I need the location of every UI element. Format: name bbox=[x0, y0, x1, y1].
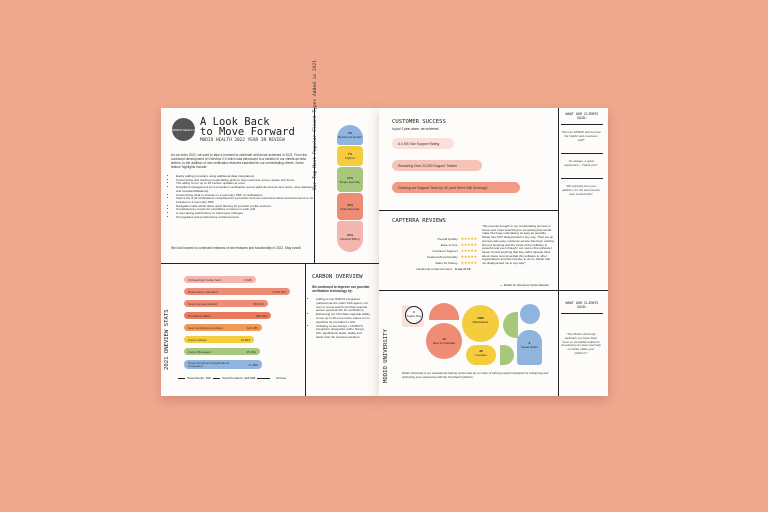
rating-row bbox=[392, 266, 477, 272]
stats-heading: 2021 ONEVIEW STATS bbox=[164, 309, 170, 370]
rating-label: Features/Functionality bbox=[427, 255, 458, 259]
rating-label: Value for Money bbox=[435, 261, 458, 265]
success-item: Resolving Over 23,000 Support Tickets bbox=[392, 160, 482, 171]
title-line-2: to Move Forward bbox=[200, 126, 295, 138]
rating-label: Likelihood to Recommend bbox=[416, 267, 452, 271]
section-divider bbox=[161, 263, 379, 264]
column-divider bbox=[558, 108, 559, 396]
divider bbox=[561, 178, 603, 179]
tile-value: 3 bbox=[413, 310, 415, 314]
testimonial-quote: "The Modio University webinars you have been been so incredibly helpful to developing our team and help us better utilize your platform!" bbox=[561, 332, 601, 355]
success-sub: In just 1 year alone, we achieved bbox=[392, 127, 439, 131]
list-item: • View a list of all verifications completed for a provider and can customize fields and documents to be included in a summary PDF bbox=[176, 197, 314, 204]
tile-value: 1560 bbox=[477, 316, 484, 320]
feature-list bbox=[171, 175, 314, 219]
client-label: FQHCs bbox=[345, 156, 355, 160]
stat-value: 25,494 bbox=[246, 349, 256, 354]
stat-value: 153,152 bbox=[252, 301, 264, 306]
list-item: • Enhancing our OIG Alias Upgrade Ability to use up to 15 more name values to run searches for providers in OIG bbox=[316, 313, 370, 324]
divider bbox=[561, 124, 603, 125]
review-text: "We recently brought in our credentialing process in house and I was searching for something that would make this huge undertaking as easy as possible. Modio has NOT disappointed in any way. Their set up process was easy, customer service has been nothing short of amazing and the views of the software is powerful and even though I am new to this software I haven't found anything that they didn't already think about. Have recommended this software to other organizations and will continue to do so. Modio has not disappointed me in any way!" bbox=[482, 224, 554, 266]
tile-topics-label bbox=[405, 311, 423, 319]
stat-bar bbox=[184, 312, 271, 319]
list-item: • Customizing what to include on a summary PDF of verifications bbox=[176, 194, 314, 198]
client-pct: 7% bbox=[347, 152, 353, 156]
star-rating-icon: ★★★★★ bbox=[460, 248, 477, 253]
reviewer: — Modio Sr. Revenue Cycle Director bbox=[500, 283, 550, 287]
all-time-note: All time bbox=[276, 376, 287, 380]
university-caption: Modio University is our educational training series lead by our team of training experts designed for enhancing and optimizing your experience with the OneView® platform. bbox=[402, 371, 549, 379]
total-providers: Total Providers: 324,568 bbox=[222, 376, 256, 380]
client-type-single-specialty bbox=[337, 167, 363, 192]
client-label: Medical Billing bbox=[340, 236, 360, 241]
list-item: • Easily adding providers using additional data integrations bbox=[176, 175, 314, 179]
stat-bar bbox=[184, 348, 260, 355]
list-item: • Completeness counts for expirables or issues in each grid bbox=[176, 208, 314, 212]
client-type-fqhc bbox=[337, 146, 363, 166]
intro-closing: We look forward to continued releases of new features and functionality in 2022. Stay tuned! bbox=[171, 246, 301, 250]
testimonial-quote: "We love MODIO and we love the helpful and courteous staff" bbox=[561, 130, 601, 142]
section-divider bbox=[558, 290, 608, 291]
stat-label: Forms Added bbox=[188, 337, 207, 342]
client-label: Multi-Specialty bbox=[340, 206, 360, 211]
carbon-heading: CARBON OVERVIEW bbox=[312, 274, 363, 280]
list-item: • The ability to run up to 10 Carbon updates at once bbox=[176, 182, 314, 186]
testimonial-quote: "As always, a great experience – Thank you!" bbox=[564, 159, 598, 167]
rating-label: Customer Support bbox=[432, 249, 458, 253]
carbon-lead: We continued to improve our provider verification technology by: bbox=[312, 285, 370, 294]
decor-shape bbox=[520, 304, 540, 324]
tile-label: Courses bbox=[475, 352, 487, 357]
stat-label: Providers Added bbox=[188, 313, 211, 318]
list-item: • Kit upgrades and performance enhancements bbox=[176, 216, 314, 220]
success-item: Growing our Support Team by 3X (and We're Still Growing!) bbox=[392, 182, 520, 193]
stat-label: Payer Enrollment Applications Processed bbox=[188, 360, 230, 368]
list-item: • Navigation tabs which allow quick filtering for provider profile sections bbox=[176, 205, 314, 209]
client-type-multi-specialty bbox=[337, 193, 363, 220]
list-item: • Customizing and resizing credentialing grids to help maximize screen space and focus bbox=[176, 179, 314, 183]
stat-label: New Licenses Added bbox=[188, 301, 217, 306]
tile-value: 10 bbox=[442, 337, 446, 341]
testimonials-heading: WHAT OUR CLIENTS SAID: bbox=[565, 301, 599, 309]
testimonials-heading: WHAT OUR CLIENTS SAID: bbox=[565, 112, 599, 120]
client-pct: 33% bbox=[346, 202, 353, 207]
rating-label: Overall Quality bbox=[437, 237, 458, 241]
tile-courses-label bbox=[466, 350, 496, 358]
university-heading: MODIO UNIVERSITY bbox=[383, 329, 389, 383]
stat-bar bbox=[184, 360, 262, 369]
tile-value: 36 bbox=[479, 349, 483, 353]
stat-value: 14,803 bbox=[240, 337, 250, 342]
capterra-heading: CAPTERRA REVIEWS bbox=[392, 218, 446, 224]
intro-paragraph: As we enter 2022, we want to take a moment to celebrate all that we achieved in 2021. From the continued development of OneView 2.0 which was introduced to a handful of our clients as beta testers, to the addition of new verification features essential for our credentialing clients. Some feature highlights include: bbox=[171, 153, 308, 170]
client-pct: 4% bbox=[347, 131, 353, 135]
list-item: • Including a new Nursys + NURSYS integration (integration w/the Nursys API, significantly faster, stable and faster than the previous solution) bbox=[316, 325, 370, 340]
stat-value: 120,455 bbox=[246, 325, 258, 330]
stat-bar bbox=[184, 288, 290, 295]
star-rating-icon: ★★★★★ bbox=[460, 254, 477, 259]
tile-guest-hosts-label bbox=[517, 342, 542, 350]
stat-label: Forms Managed bbox=[188, 349, 211, 354]
client-type-behavioral bbox=[337, 125, 363, 145]
tile-label: Participants bbox=[472, 319, 489, 324]
stat-value: 31,850 bbox=[248, 362, 258, 367]
tile-label: New To Oneview bbox=[432, 340, 456, 345]
client-label: Behavioral Health bbox=[338, 135, 362, 139]
title-line-1: A Look Back bbox=[200, 116, 270, 128]
carbon-list bbox=[312, 298, 370, 340]
stat-label: New Certifications Added bbox=[188, 325, 223, 330]
list-item: • Simplified management for a provider's verification record (add documents and notes, view statuses and hospital affiliations) bbox=[176, 186, 314, 193]
report-subtitle: MODIO HEALTH 2022 YEAR IN REVIEW bbox=[200, 138, 285, 143]
success-item: A 4.9/5 Star Support Rating bbox=[392, 138, 454, 149]
stat-bar bbox=[184, 324, 262, 331]
section-divider bbox=[379, 290, 558, 291]
tile-label: Topics Day bbox=[406, 313, 422, 318]
client-type-medical-billing bbox=[337, 221, 363, 252]
column-divider bbox=[305, 263, 306, 396]
rating-value: 9 out of 10 bbox=[455, 267, 471, 271]
client-pct: 21% bbox=[346, 175, 353, 180]
total-clients: Total Clients: 150 bbox=[187, 376, 211, 380]
star-rating-icon: ★★★★★ bbox=[460, 242, 477, 247]
tile-value: 6 bbox=[528, 341, 531, 345]
star-rating-icon: ★★★★★ bbox=[460, 260, 477, 265]
stat-value: 180,330 bbox=[255, 313, 267, 318]
section-divider bbox=[379, 210, 558, 211]
stat-bar bbox=[184, 276, 256, 283]
tile-label: Guest Hosts bbox=[521, 344, 538, 349]
rating-label: Ease of Use bbox=[440, 243, 458, 247]
tile-new-oneview-label bbox=[430, 338, 458, 346]
divider bbox=[561, 313, 603, 314]
stat-label: Documents Uploaded bbox=[188, 289, 218, 294]
stat-label: Onboarding Invites Sent bbox=[188, 277, 222, 282]
stat-value: 6,645 bbox=[244, 277, 252, 282]
stat-value: 2,229,451 bbox=[272, 289, 286, 294]
star-rating-icon: ★★★★★ bbox=[460, 236, 477, 241]
list-item: • A user-facing audit history to track team changes bbox=[176, 212, 314, 216]
ratings-list bbox=[392, 236, 477, 272]
list-item: • Adding a new NSDOJ integration (national service when SSA agency cut over to a new search tool that required secure personal info for verification) bbox=[316, 298, 370, 313]
clients-heading: Our Top Most Popular Client Types Added in 2021 bbox=[313, 60, 318, 190]
testimonial-quote: "We honestly love your platform, it's the best service ever worked with" bbox=[562, 184, 600, 196]
tile-participants-label bbox=[466, 317, 495, 325]
stat-bar bbox=[184, 300, 268, 307]
stat-bar bbox=[184, 336, 254, 343]
client-label: Single-specialty bbox=[339, 179, 361, 184]
divider bbox=[561, 153, 603, 154]
client-pct: 35% bbox=[346, 232, 353, 237]
success-heading: CUSTOMER SUCCESS bbox=[392, 119, 446, 125]
modio-logo: MODIO HEALTH bbox=[172, 118, 195, 141]
